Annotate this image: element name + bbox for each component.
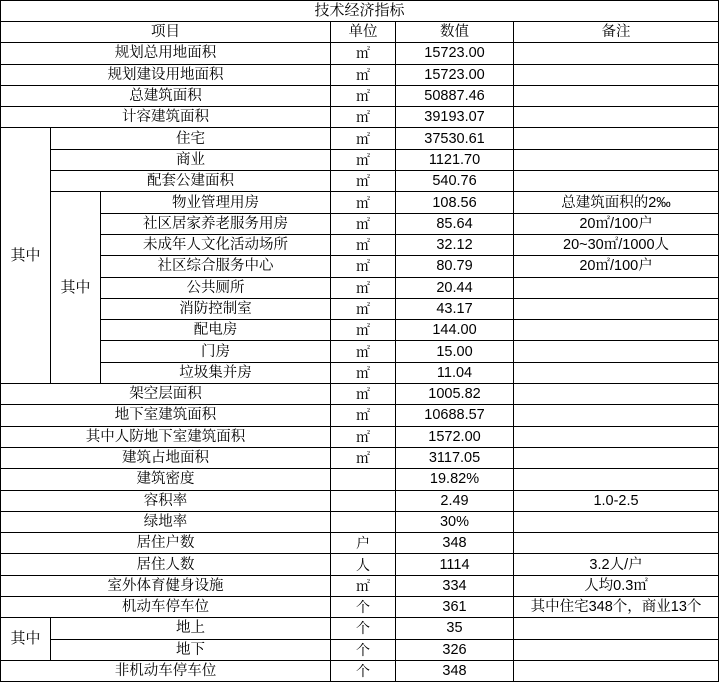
row-item: 物业管理用房 [101,192,331,213]
table-row [1,256,719,277]
row-value: 10688.57 [396,405,514,426]
row-unit: ㎡ [331,426,396,447]
row-value: 35 [396,618,514,639]
row-item: 配套公建面积 [51,171,331,192]
row-unit: 个 [331,660,396,681]
row-unit: 个 [331,597,396,618]
table-row [1,511,719,532]
row-value: 1121.70 [396,149,514,170]
row-item: 住宅 [51,128,331,149]
row-unit: ㎡ [331,128,396,149]
row-value: 20.44 [396,277,514,298]
row-note [514,405,719,426]
row-unit: ㎡ [331,298,396,319]
row-note: 3.2人/户 [514,554,719,575]
row-unit: ㎡ [331,149,396,170]
row-value: 80.79 [396,256,514,277]
table-row [1,660,719,681]
row-unit [331,490,396,511]
table-row [1,405,719,426]
header-item: 项目 [1,22,331,43]
header-note: 备注 [514,22,719,43]
group-label-1: 其中 [1,128,51,384]
row-unit: ㎡ [331,234,396,255]
row-note [514,660,719,681]
title-row [1,1,719,22]
row-value: 334 [396,575,514,596]
row-unit: 户 [331,533,396,554]
row-note [514,533,719,554]
row-note: 其中住宅348个，商业13个 [514,597,719,618]
table-row [1,277,719,298]
row-unit: ㎡ [331,362,396,383]
row-item: 公共厕所 [101,277,331,298]
row-item: 规划总用地面积 [1,43,331,64]
row-value: 144.00 [396,320,514,341]
table-row [1,533,719,554]
row-item: 地下室建筑面积 [1,405,331,426]
row-note [514,618,719,639]
table-row [1,43,719,64]
row-note [514,298,719,319]
row-note [514,341,719,362]
table-row [1,149,719,170]
table-row [1,618,719,639]
row-note [514,426,719,447]
table-row [1,575,719,596]
row-note [514,64,719,85]
row-note: 20㎡/100户 [514,213,719,234]
row-value: 39193.07 [396,107,514,128]
row-value: 15.00 [396,341,514,362]
row-note [514,128,719,149]
table-row [1,213,719,234]
row-note: 20㎡/100户 [514,256,719,277]
row-value: 19.82% [396,469,514,490]
row-item: 架空层面积 [1,384,331,405]
row-note [514,171,719,192]
table-row [1,234,719,255]
row-note [514,320,719,341]
row-item: 其中人防地下室建筑面积 [1,426,331,447]
row-note [514,43,719,64]
row-item: 容积率 [1,490,331,511]
row-item: 地下 [51,639,331,660]
row-unit [331,511,396,532]
row-note [514,639,719,660]
row-item: 机动车停车位 [1,597,331,618]
table-row [1,171,719,192]
table-row [1,128,719,149]
row-unit: ㎡ [331,320,396,341]
row-note [514,149,719,170]
table-row [1,490,719,511]
table-row [1,426,719,447]
row-value: 1114 [396,554,514,575]
row-unit: ㎡ [331,384,396,405]
row-value: 108.56 [396,192,514,213]
group-label-3: 其中 [1,618,51,661]
table-row [1,469,719,490]
table-title: 技术经济指标 [1,1,719,22]
table-row [1,639,719,660]
row-value: 1572.00 [396,426,514,447]
row-item: 地上 [51,618,331,639]
table-row [1,85,719,106]
row-value: 15723.00 [396,43,514,64]
row-unit: 个 [331,618,396,639]
row-unit: ㎡ [331,575,396,596]
row-unit: ㎡ [331,43,396,64]
row-note: 20~30㎡/1000人 [514,234,719,255]
row-note [514,384,719,405]
row-note [514,85,719,106]
row-unit: ㎡ [331,277,396,298]
row-note [514,362,719,383]
row-value: 43.17 [396,298,514,319]
row-item: 室外体育健身设施 [1,575,331,596]
table-row [1,341,719,362]
row-item: 规划建设用地面积 [1,64,331,85]
row-unit: ㎡ [331,64,396,85]
row-item: 建筑占地面积 [1,447,331,468]
row-item: 配电房 [101,320,331,341]
table-row [1,64,719,85]
row-unit: ㎡ [331,192,396,213]
row-value: 2.49 [396,490,514,511]
row-unit: ㎡ [331,171,396,192]
row-value: 85.64 [396,213,514,234]
row-item: 计容建筑面积 [1,107,331,128]
table-row [1,107,719,128]
row-item: 垃圾集并房 [101,362,331,383]
row-value: 15723.00 [396,64,514,85]
row-item: 商业 [51,149,331,170]
row-note [514,511,719,532]
row-note: 总建筑面积的2‰ [514,192,719,213]
header-value: 数值 [396,22,514,43]
row-value: 3117.05 [396,447,514,468]
table-row [1,384,719,405]
row-unit: ㎡ [331,341,396,362]
row-value: 348 [396,660,514,681]
table-row [1,554,719,575]
row-item: 社区综合服务中心 [101,256,331,277]
row-item: 居住户数 [1,533,331,554]
table-row [1,447,719,468]
table-row [1,597,719,618]
row-value: 326 [396,639,514,660]
row-unit: ㎡ [331,256,396,277]
table-body [1,1,719,682]
group-label-2: 其中 [51,192,101,384]
row-value: 540.76 [396,171,514,192]
row-value: 37530.61 [396,128,514,149]
row-unit: ㎡ [331,85,396,106]
row-note [514,107,719,128]
table-row [1,298,719,319]
row-note [514,469,719,490]
header-unit: 单位 [331,22,396,43]
row-unit: ㎡ [331,213,396,234]
header-row [1,22,719,43]
row-unit: ㎡ [331,405,396,426]
row-note [514,277,719,298]
row-value: 361 [396,597,514,618]
row-item: 非机动车停车位 [1,660,331,681]
row-item: 总建筑面积 [1,85,331,106]
table-row [1,192,719,213]
row-unit [331,469,396,490]
row-note: 人均0.3㎡ [514,575,719,596]
table-row [1,362,719,383]
row-item: 社区居家养老服务用房 [101,213,331,234]
row-item: 绿地率 [1,511,331,532]
row-value: 11.04 [396,362,514,383]
row-note: 1.0-2.5 [514,490,719,511]
row-note [514,447,719,468]
row-value: 348 [396,533,514,554]
row-value: 32.12 [396,234,514,255]
row-unit: ㎡ [331,447,396,468]
row-item: 未成年人文化活动场所 [101,234,331,255]
row-unit: 人 [331,554,396,575]
row-unit: 个 [331,639,396,660]
row-value: 30% [396,511,514,532]
row-item: 门房 [101,341,331,362]
row-value: 1005.82 [396,384,514,405]
row-item: 建筑密度 [1,469,331,490]
row-value: 50887.46 [396,85,514,106]
row-item: 消防控制室 [101,298,331,319]
row-item: 居住人数 [1,554,331,575]
table-row [1,320,719,341]
row-unit: ㎡ [331,107,396,128]
